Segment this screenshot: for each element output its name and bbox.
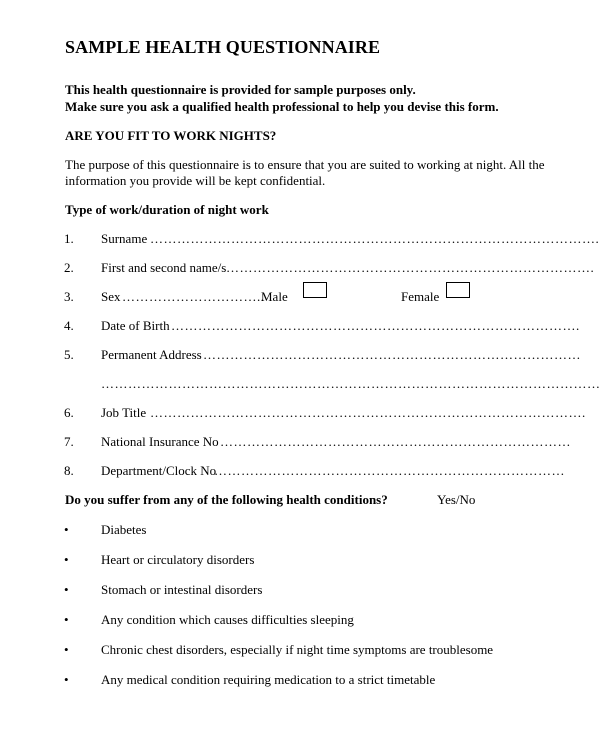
field-number: 2. [64, 260, 74, 275]
surname-label: Surname [101, 231, 148, 246]
permanent-address-field[interactable]: ………………………………………………………………………… [203, 347, 581, 362]
female-label: Female [401, 289, 440, 304]
yes-no-header: Yes/No [437, 492, 476, 507]
bullet-icon: • [64, 672, 69, 687]
bullet-icon: • [64, 522, 69, 537]
field-number: 5. [64, 347, 74, 362]
condition-item: Chronic chest disorders, especially if night time symptoms are troublesome [101, 642, 494, 657]
purpose-line-2: information you provide will be kept confidential. [65, 173, 326, 188]
condition-item: Heart or circulatory disorders [101, 552, 255, 567]
bullet-icon: • [64, 612, 69, 627]
sex-label: Sex [101, 289, 121, 304]
page-title: SAMPLE HEALTH QUESTIONNAIRE [65, 37, 381, 57]
date-of-birth-label: Date of Birth [101, 318, 170, 333]
male-label: Male [261, 289, 288, 304]
first-second-name-label: First and second name/s [101, 260, 227, 275]
sex-field[interactable]: ………………………….. [122, 289, 265, 304]
bullet-icon: • [64, 642, 69, 657]
condition-item: Any condition which causes difficulties sleeping [101, 612, 354, 627]
section-heading: ARE YOU FIT TO WORK NIGHTS? [65, 128, 277, 143]
department-clock-label: Department/Clock No [101, 463, 217, 478]
condition-item: Diabetes [101, 522, 147, 537]
first-second-name-field[interactable]: ………………………………………………………………………. [226, 260, 595, 275]
field-number: 7. [64, 434, 74, 449]
national-insurance-label: National Insurance No [101, 434, 219, 449]
field-number: 4. [64, 318, 74, 333]
male-checkbox[interactable] [303, 282, 327, 298]
conditions-heading: Do you suffer from any of the following health conditions? [65, 492, 388, 507]
intro-line-2: Make sure you ask a qualified health professional to help you devise this form. [65, 99, 499, 114]
department-clock-field[interactable]: …………………………………………………………………… [214, 463, 565, 478]
date-of-birth-field[interactable]: ………………………………………………………………………………. [171, 318, 580, 333]
bullet-icon: • [64, 582, 69, 597]
permanent-address-label: Permanent Address [101, 347, 202, 362]
job-title-field[interactable]: ……………………………………………………………………………………. [150, 405, 586, 420]
intro-line-1: This health questionnaire is provided for sample purposes only. [65, 82, 416, 97]
field-number: 8. [64, 463, 74, 478]
national-insurance-field[interactable]: …………………………………………………………………… [220, 434, 571, 449]
field-number: 6. [64, 405, 74, 420]
job-title-label: Job Title [101, 405, 147, 420]
condition-item: Any medical condition requiring medication to a strict timetable [101, 672, 436, 687]
field-number: 1. [64, 231, 74, 246]
bullet-icon: • [64, 552, 69, 567]
field-number: 3. [64, 289, 74, 304]
surname-field[interactable]: ………………………………………………………………………………………. [150, 231, 600, 246]
condition-item: Stomach or intestinal disorders [101, 582, 263, 597]
purpose-line-1: The purpose of this questionnaire is to ensure that you are suited to working at night. All the [65, 157, 545, 172]
work-heading: Type of work/duration of night work [65, 202, 269, 217]
female-checkbox[interactable] [446, 282, 470, 298]
permanent-address-field-line-2[interactable]: ………………………………………………………………………………………………… [101, 376, 601, 391]
